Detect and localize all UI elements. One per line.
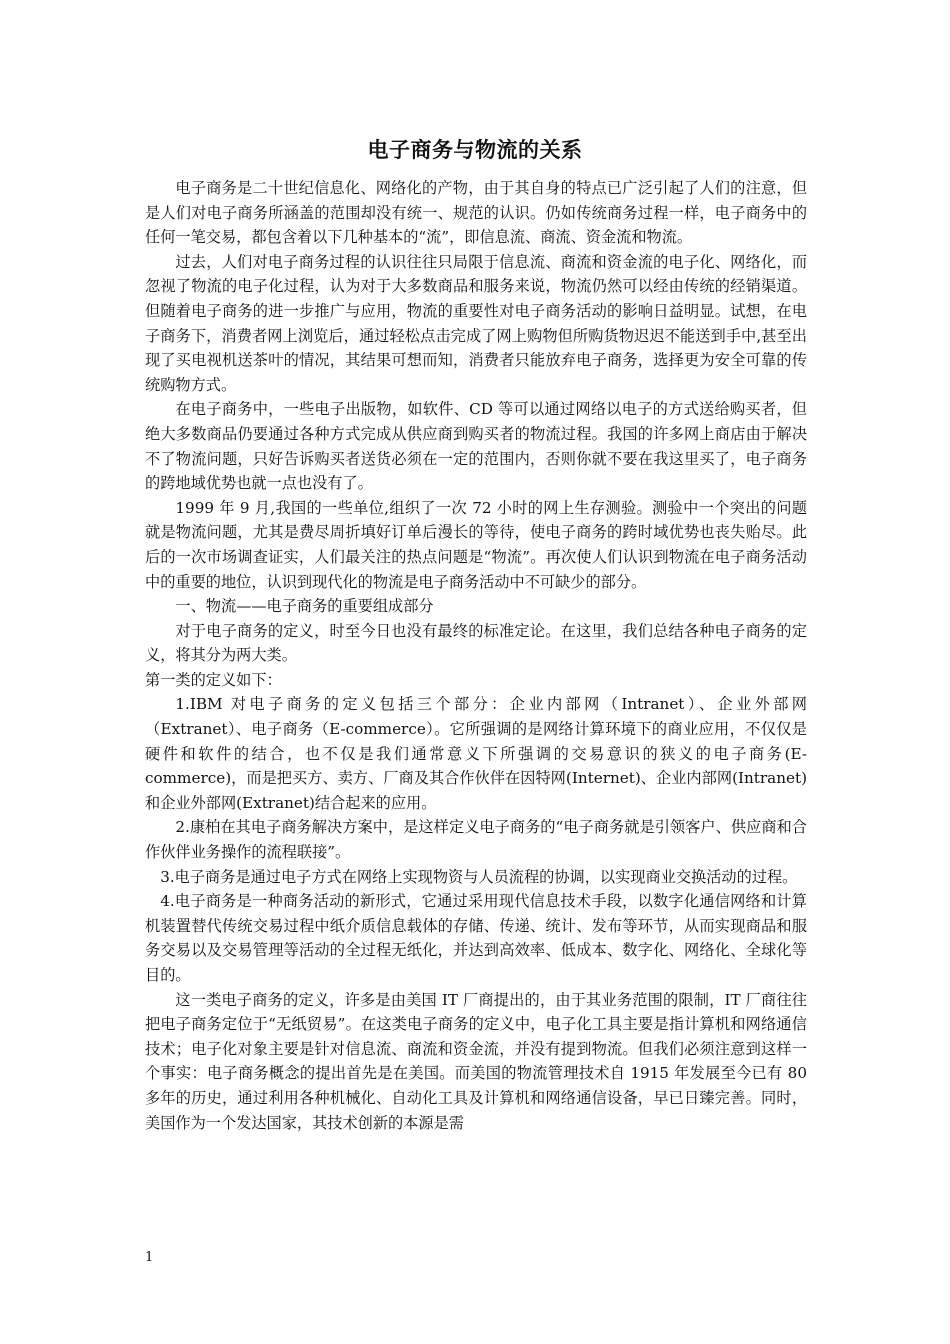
definition-item-2: 2.康柏在其电子商务解决方案中，是这样定义电子商务的“电子商务就是引领客户、供应商和合作伙伴业务操作的流程联接”。 xyxy=(145,818,807,862)
document-title: 电子商务与物流的关系 xyxy=(367,137,583,162)
definition-item-4: 4.电子商务是一种商务活动的新形式，它通过采用现代信息技术手段，以数字化通信网络和计算机装置替代传统交易过程中纸介质信息载体的存储、传递、统计、发布等环节，从而实现商品和服务交易以及交易管理等活动的全过程无纸化，并达到高效率、低成本、数字化、网络化、全球化等目的。 xyxy=(145,892,807,984)
paragraph-first-category: 第一类的定义如下： xyxy=(145,670,282,689)
section-heading: 一、物流——电子商务的重要组成部分 xyxy=(175,597,434,616)
page-number: 1 xyxy=(145,1250,154,1265)
paragraph-definitions: 对于电子商务的定义，时至今日也没有最终的标准定论。在这里，我们总结各种电子商务的定义，将其分为两大类。 xyxy=(145,621,807,665)
paragraph-digital-goods: 在电子商务中，一些电子出版物，如软件、CD 等可以通过网络以电子的方式送给购买者，但绝大多数商品仍要通过各种方式完成从供应商到购买者的物流过程。我国的许多网上商店由于解决不了物流问题，只好告诉购买者送货必须在一定的范围内，否则你就不要在我这里买了，电子商务的跨地域优势也就一点也没有了。 xyxy=(145,400,807,493)
paragraph-analysis: 这一类电子商务的定义，许多是由美国 IT 厂商提出的，由于其业务范围的限制，IT 厂商往往把电子商务定位于“无纸贸易”。在这类电子商务的定义中，电子化工具主要是指计算机和网络通信技术；电子化对象主要是针对信息流、商流和资金流，并没有提到物流。但我们必须注意到这样一个事实：电子商务概念的提出首先是在美国。而美国的物流管理技术自 1915 年发展至今已有 80 多年的历史，通过利用各种机械化、自动化工具及计算机和网络通信设备，早已日臻完善。同时，美国作为一个发达国家，其技术创新的本源是需 xyxy=(145,990,807,1132)
paragraph-past: 过去，人们对电子商务过程的认识往往只局限于信息流、商流和资金流的电子化、网络化，而忽视了物流的电子化过程，认为对于大多数商品和服务来说，物流仍然可以经由传统的经销渠道。但随着电子商务的进一步推广与应用，物流的重要性对电子商务活动的影响日益明显。试想，在电子商务下，消费者网上浏览后，通过轻松点击完成了网上购物但所购货物迟迟不能送到手中,甚至出现了买电视机送茶叶的情况，其结果可想而知，消费者只能放弃电子商务，选择更为安全可靠的传统购物方式。 xyxy=(145,252,807,394)
definition-item-1: 1.IBM 对电子商务的定义包括三个部分：企业内部网（Intranet）、企业外部网（Extranet）、电子商务（E-commerce）。它所强调的是网络计算环境下的商业应用，不仅仅是硬件和软件的结合，也不仅是我们通常意义下所强调的交易意识的狭义的电子商务(E-commerce)，而是把买方、卖方、厂商及其合作伙伴在因特网(Internet)、企业内部网(Intranet)和企业外部网(Extranet)结合起来的应用。 xyxy=(145,695,807,812)
definition-item-3: 3.电子商务是通过电子方式在网络上实现物资与人员流程的协调，以实现商业交换活动的过程。 xyxy=(160,867,798,886)
paragraph-intro: 电子商务是二十世纪信息化、网络化的产物，由于其自身的特点已广泛引起了人们的注意，但是人们对电子商务所涵盖的范围却没有统一、规范的认识。仍如传统商务过程一样，电子商务中的任何一笔交易，都包含着以下几种基本的“流”，即信息流、商流、资金流和物流。 xyxy=(145,179,807,247)
document-body xyxy=(145,176,807,1135)
paragraph-survival-test: 1999 年 9 月,我国的一些单位,组织了一次 72 小时的网上生存测验。测验中一个突出的问题就是物流问题，尤其是费尽周折填好订单后漫长的等待，使电子商务的跨时域优势也丧失贻尽。此后的一次市场调查证实，人们最关注的热点问题是“物流”。再次使人们认识到物流在电子商务活动中的重要的地位，认识到现代化的物流是电子商务活动中不可缺少的部分。 xyxy=(145,498,807,591)
